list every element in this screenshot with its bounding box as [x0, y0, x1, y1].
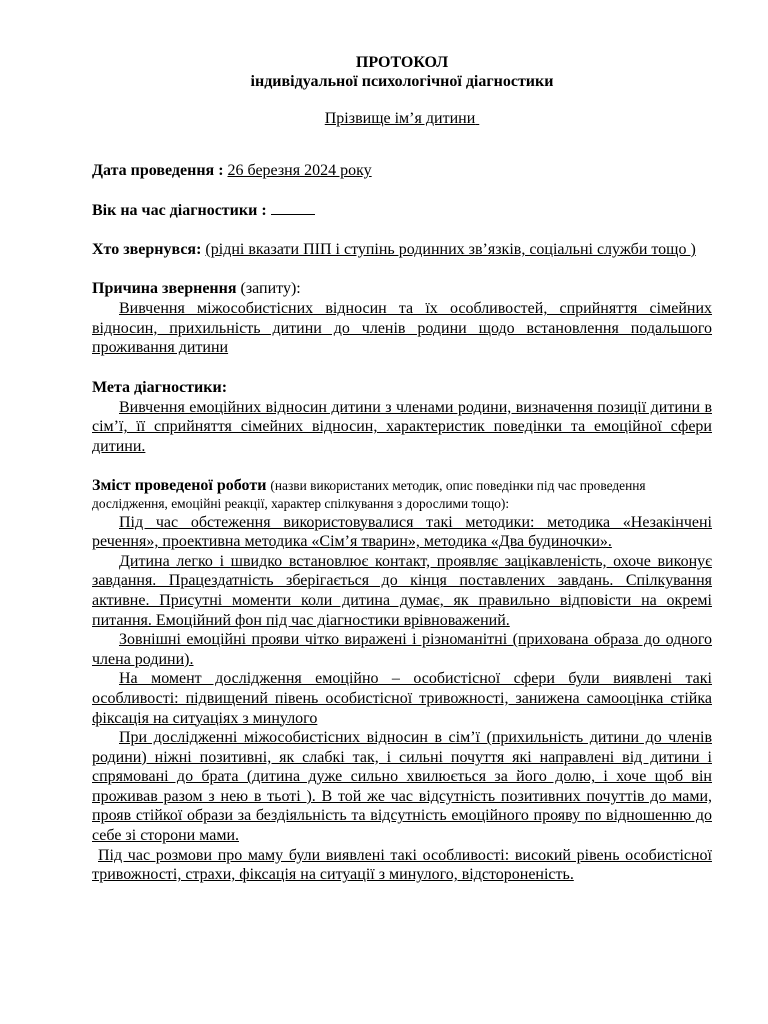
reason-label: Причина звернення: [92, 280, 237, 297]
work-label: Зміст проведеної роботи: [92, 476, 267, 494]
work-paragraph-emotions: Зовнішні емоційні прояви чітко виражені і різноманітні (прихована образа до одного члена родини).: [92, 631, 712, 668]
work-paragraph-family: При дослідженні міжособистісних відносин в сім’ї (прихильність дитини до членів родини) ніжні позитивні, як слабкі так, і сильні почуття які направлені від дитини і спрямовані до брата (дитина дуже сильно хвилюється за його долю, і хоче щоб він проживав разом з нею в тьоті ). В той же час відсутність позитивних почуттів до мами, прояв стійкої образи за бездіяльність та відсутність емоційного прояву по відношенню до себе зі сторони мами.: [92, 729, 712, 845]
date-field: [92, 161, 712, 181]
date-value: 26 березня 2024 року: [227, 162, 372, 179]
goal-text: Вивчення емоційних відносин дитини з членами родини, визначення позиції дитини в сім’ї, її сприйняття сімейних відносин, характеристик поведінки та емоційної сфери дитини.: [92, 398, 712, 455]
document-subtitle: індивідуальної психологічної діагностики: [250, 73, 554, 90]
date-label: Дата проведення :: [92, 162, 224, 179]
goal-heading: [92, 378, 712, 398]
age-label: Вік на час діагностики :: [92, 202, 267, 219]
child-name-text: Прізвище ім’я дитини: [324, 110, 476, 127]
age-field: [92, 200, 712, 221]
work-paragraph-methods: Під час обстеження використовувалися такі методики: методика «Незакінчені речення», проективна методика «Сім’я тварин», методика «Два будиночки».: [92, 513, 712, 551]
requester-value: (рідні вказати ПІП і ступінь родинних зв’язків, соціальні служби тощо ): [205, 241, 696, 258]
child-name: [92, 109, 712, 129]
reason-text: Вивчення міжособистісних відносин та їх особливостей, сприйняття сімейних відносин, прихильність дитини до членів родини щодо встановлення подальшого проживання дитини: [92, 300, 712, 357]
reason-hint: (запиту):: [240, 280, 301, 297]
reason-heading: [92, 279, 712, 299]
work-hint: (назви використаних методик, опис поведінки під час проведення дослідження, емоційні реакції, характер спілкування з дорослими тощо):: [92, 477, 646, 511]
requester-label: Хто звернувся:: [92, 241, 202, 258]
work-heading: [92, 477, 712, 513]
document-title: ПРОТОКОЛ: [355, 54, 449, 71]
requester-field: [92, 240, 712, 260]
age-blank: [271, 200, 315, 215]
work-paragraph-mother: Під час розмови про маму були виявлені такі особливості: високий рівень особистісної тривожності, страхи, фіксація на ситуації з минулого, відстороненість.: [92, 846, 712, 884]
goal-label: Мета діагностики:: [92, 378, 228, 396]
work-paragraph-behavior: Дитина легко і швидко встановлює контакт, проявляє зацікавленість, охоче виконує завдання. Працездатність зберігається до кінця поставлених завдань. Спілкування активне. Присутні моменти коли дитина думає, як правильно відповісти на окремі питання. Емоційний фон під час діагностики врівноважений.: [92, 552, 712, 629]
work-paragraph-personality: На момент дослідження емоційно – особистісної сфери були виявлені такі особливості: підвищений півень особистісної тривожності, занижена самооцінка стійка фіксація на ситуаціях з минулого: [92, 670, 712, 727]
